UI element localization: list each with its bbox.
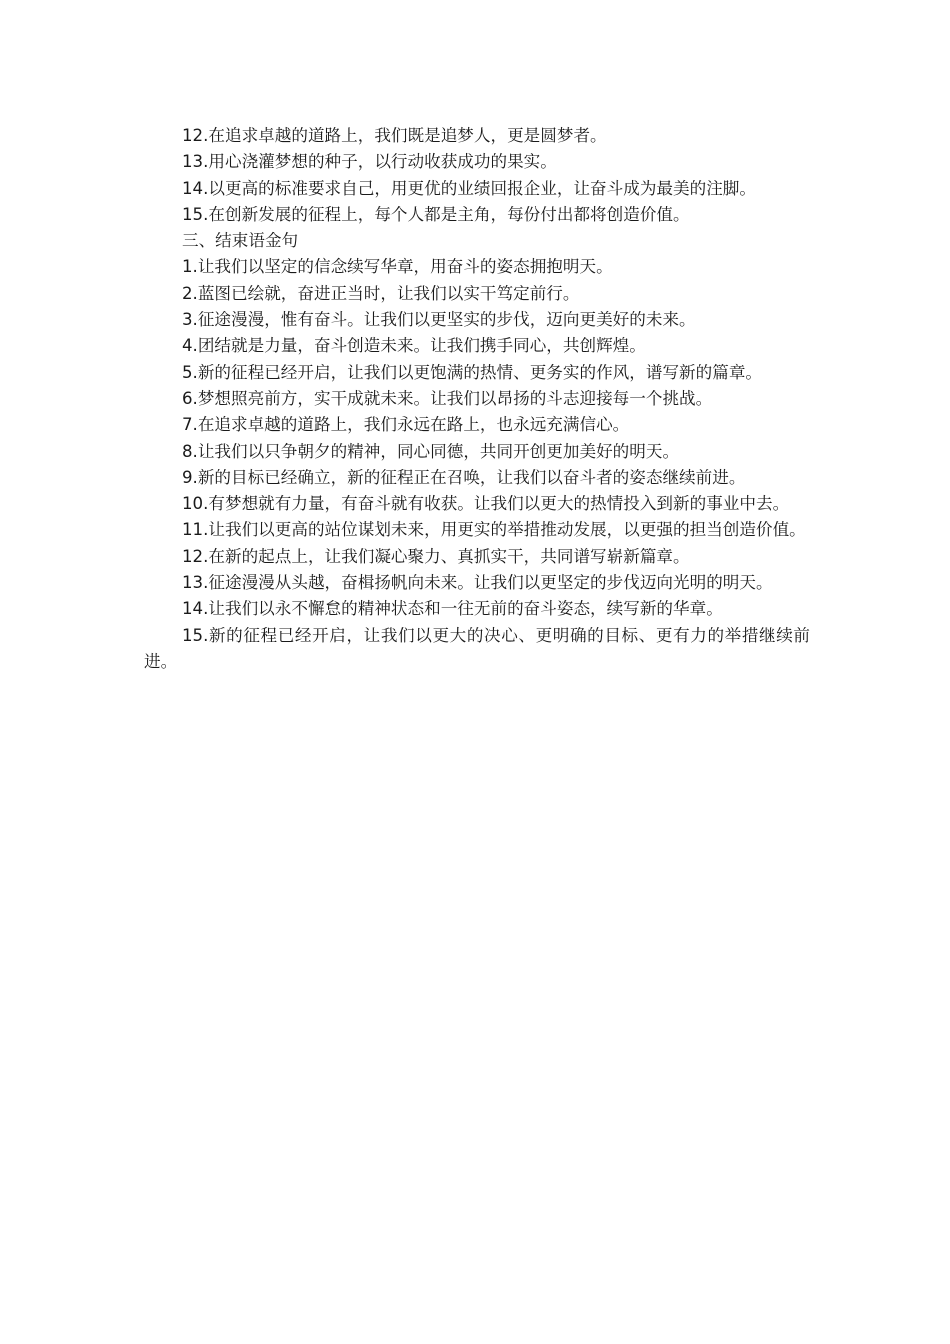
paragraph-5: 5.新的征程已经开启，让我们以更饱满的热情、更务实的作风，谱写新的篇章。	[182, 362, 763, 382]
paragraph-7: 7.在追求卓越的道路上，我们永远在路上，也永远充满信心。	[182, 415, 630, 435]
paragraph-9: 9.新的目标已经确立，新的征程正在召唤，让我们以奋斗者的姿态继续前进。	[182, 467, 746, 487]
paragraph-4: 4.团结就是力量，奋斗创造未来。让我们携手同心，共创辉煌。	[182, 336, 646, 356]
section-heading: 三、结束语金句	[182, 231, 299, 251]
paragraph-15-b: 15.新的征程已经开启，让我们以更大的决心、更明确的目标、更有力的举措继续前进。	[144, 625, 810, 671]
document-page	[144, 123, 810, 675]
paragraph-13-a: 13.用心浇灌梦想的种子，以行动收获成功的果实。	[182, 152, 557, 172]
paragraph-13-b: 13.征途漫漫从头越，奋楫扬帆向未来。让我们以更坚定的步伐迈向光明的明天。	[182, 573, 773, 593]
paragraph-10: 10.有梦想就有力量，有奋斗就有收获。让我们以更大的热情投入到新的事业中去。	[182, 494, 790, 514]
paragraph-6: 6.梦想照亮前方，实干成就未来。让我们以昂扬的斗志迎接每一个挑战。	[182, 388, 713, 408]
paragraph-15-a: 15.在创新发展的征程上，每个人都是主角，每份付出都将创造价值。	[182, 204, 690, 224]
paragraph-1: 1.让我们以坚定的信念续写华章，用奋斗的姿态拥抱明天。	[182, 257, 613, 277]
paragraph-2: 2.蓝图已绘就，奋进正当时，让我们以实干笃定前行。	[182, 283, 580, 303]
paragraph-14-a: 14.以更高的标准要求自己，用更优的业绩回报企业，让奋斗成为最美的注脚。	[182, 178, 756, 198]
paragraph-12-b: 12.在新的起点上，让我们凝心聚力、真抓实干，共同谱写崭新篇章。	[182, 546, 690, 566]
paragraph-3: 3.征途漫漫，惟有奋斗。让我们以更坚实的步伐，迈向更美好的未来。	[182, 310, 696, 330]
paragraph-8: 8.让我们以只争朝夕的精神，同心同德，共同开创更加美好的明天。	[182, 441, 680, 461]
paragraph-12-a: 12.在追求卓越的道路上，我们既是追梦人，更是圆梦者。	[182, 126, 607, 145]
paragraph-14-b: 14.让我们以永不懈怠的精神状态和一往无前的奋斗姿态，续写新的华章。	[182, 599, 723, 619]
paragraph-11: 11.让我们以更高的站位谋划未来，用更实的举措推动发展，以更强的担当创造价值。	[182, 520, 806, 540]
